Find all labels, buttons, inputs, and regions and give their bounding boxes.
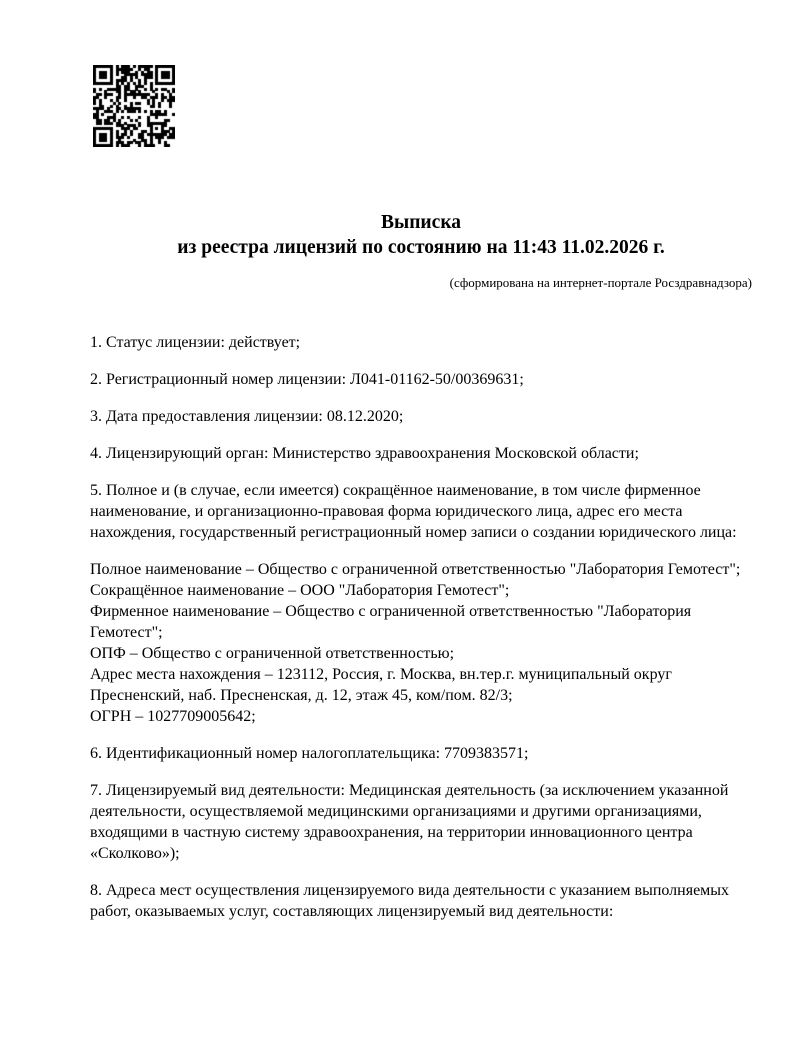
document-subtitle: (сформирована на интернет-портале Росздравнадзора) [449,275,752,290]
paragraph-5-names-details [90,559,752,727]
paragraph-line: Фирменное наименование – Общество с ограниченной ответственностью "Лаборатория Гемотест"; [90,603,692,641]
paragraph-line: 8. Адреса мест осуществления лицензируемого вида деятельности с указанием выполняемых работ, оказываемых услуг, составляющих лицензируемый вид деятельности: [90,882,730,920]
paragraph-line: Сокращённое наименование – ООО "Лаборатория Гемотест"; [90,582,510,599]
paragraph-3-grant-date [90,406,752,427]
document-title [90,210,752,260]
document-title-line1: Выписка [380,212,462,233]
paragraph-line: 5. Полное и (в случае, если имеется) сокращённое наименование, в том числе фирменное наименование, и организационно-правовая форма юридического лица, адрес его места нахождения, государственный регистрационный номер записи о создании юридического лица: [90,482,737,541]
document-content [90,210,752,922]
paragraph-line: 7. Лицензируемый вид деятельности: Медицинская деятельность (за исключением указанной деятельности, осуществляемой медицинскими организациями и другими организациями, входящими в частную систему здравоохранения, на территории инновационного центра «Сколково»); [90,782,729,862]
paragraph-2-registration-number [90,369,752,390]
paragraph-line: 3. Дата предоставления лицензии: 08.12.2020; [90,408,404,425]
paragraph-line: 4. Лицензирующий орган: Министерство здравоохранения Московской области; [90,445,639,462]
paragraph-6-inn [90,743,752,764]
paragraph-line: 2. Регистрационный номер лицензии: Л041-01162-50/00369631; [90,371,524,388]
paragraph-line: 1. Статус лицензии: действует; [90,334,301,351]
paragraph-1-status [90,332,752,353]
paragraph-8-addresses-intro [90,880,752,922]
paragraph-7-activity-type [90,780,752,864]
document-body [90,332,752,922]
qr-code-icon [93,65,175,147]
paragraph-line: Адрес места нахождения – 123112, Россия, г. Москва, вн.тер.г. муниципальный округ Пресненский, наб. Пресненская, д. 12, этаж 45, ком/пом. 82/3; [90,666,672,704]
paragraph-line: ОГРН – 1027709005642; [90,708,256,725]
paragraph-5-names-intro [90,480,752,543]
paragraph-line: Полное наименование – Общество с ограниченной ответственностью "Лаборатория Гемотест"; [90,561,741,578]
paragraph-line: ОПФ – Общество с ограниченной ответственностью; [90,645,455,662]
paragraph-4-licensing-authority [90,443,752,464]
paragraph-line: 6. Идентификационный номер налогоплательщика: 7709383571; [90,745,529,762]
document-title-line2: из реестра лицензий по состоянию на 11:43 11.02.2026 г. [177,237,665,258]
